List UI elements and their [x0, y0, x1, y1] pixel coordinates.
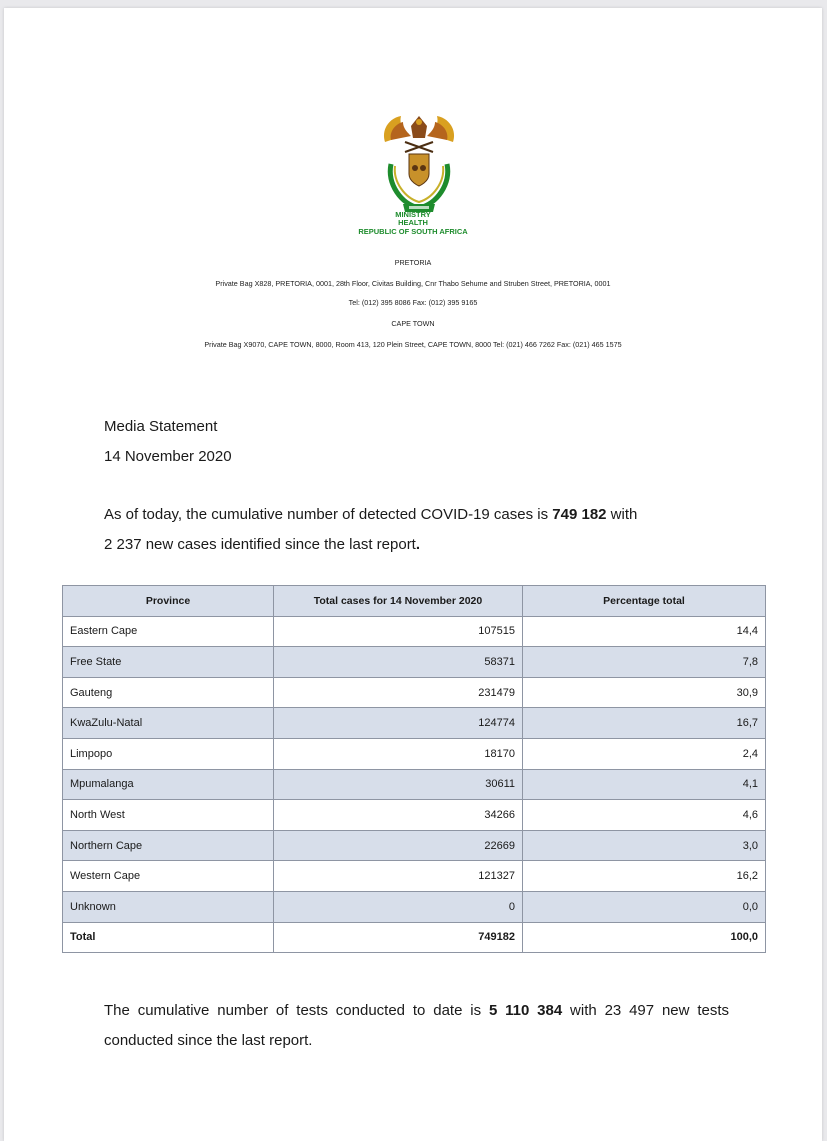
tests-paragraph [104, 996, 729, 1056]
cases-cell: 18170 [274, 738, 523, 769]
total-row [63, 922, 766, 953]
table-row [63, 830, 766, 861]
cases-prefix: As of today, the cumulative number of detected COVID-19 cases is [104, 506, 553, 523]
percentage-cell: 14,4 [523, 616, 766, 647]
cases-cell: 22669 [274, 830, 523, 861]
total-cases: 749182 [274, 922, 523, 953]
cases-paragraph [104, 500, 729, 560]
cape-town-heading: CAPE TOWN [391, 319, 435, 328]
percentage-cell: 16,2 [523, 861, 766, 892]
header-percentage: Percentage total [523, 586, 766, 617]
percentage-cell: 30,9 [523, 677, 766, 708]
percentage-cell: 2,4 [523, 738, 766, 769]
province-cell: Eastern Cape [63, 616, 274, 647]
pretoria-heading: PRETORIA [394, 258, 432, 267]
health-line: HEALTH [398, 218, 428, 227]
table-row [63, 800, 766, 831]
tests-prefix: The cumulative number of tests conducted to date is [104, 1002, 489, 1019]
cases-cell: 34266 [274, 800, 523, 831]
province-cell: North West [63, 800, 274, 831]
percentage-cell: 0,0 [523, 891, 766, 922]
tests-suffix: with 23 497 new tests conducted since the last report. [104, 1002, 729, 1049]
pretoria-address: Private Bag X828, PRETORIA, 0001, 28th Floor, Civitas Building, Cnr Thabo Sehume and Struben Street, PRETORIA, 0001 [215, 279, 611, 288]
percentage-cell: 7,8 [523, 647, 766, 678]
header-province: Province [63, 586, 274, 617]
cases-total: 749 182 [552, 506, 607, 523]
province-cell: Unknown [63, 891, 274, 922]
table-row [63, 769, 766, 800]
table-row [63, 647, 766, 678]
statement-date: 14 November 2020 [104, 448, 232, 465]
cases-cell: 30611 [274, 769, 523, 800]
cases-cell: 121327 [274, 861, 523, 892]
cases-cell: 231479 [274, 677, 523, 708]
province-cell: Mpumalanga [63, 769, 274, 800]
percentage-cell: 4,6 [523, 800, 766, 831]
cases-end: . [415, 536, 421, 553]
pretoria-contact: Tel: (012) 395 8086 Fax: (012) 395 9165 [348, 298, 478, 307]
cases-cell: 58371 [274, 647, 523, 678]
table-row [63, 738, 766, 769]
cape-town-address: Private Bag X9070, CAPE TOWN, 8000, Room 413, 120 Plein Street, CAPE TOWN, 8000 Tel: (021) 466 7262 Fax: (021) 465 1575 [204, 340, 622, 349]
table-row [63, 677, 766, 708]
coat-of-arms-icon [377, 112, 461, 216]
percentage-cell: 16,7 [523, 708, 766, 739]
percentage-cell: 4,1 [523, 769, 766, 800]
province-cell: Free State [63, 647, 274, 678]
statement-title: Media Statement [104, 418, 218, 435]
table-row [63, 861, 766, 892]
header-total-cases: Total cases for 14 November 2020 [274, 586, 523, 617]
table-row [63, 891, 766, 922]
percentage-cell: 3,0 [523, 830, 766, 861]
cases-cell: 107515 [274, 616, 523, 647]
table-header-row [63, 586, 766, 617]
new-cases-text: 2 237 new cases identified since the last report [104, 536, 416, 553]
table-row [63, 616, 766, 647]
total-percentage: 100,0 [523, 922, 766, 953]
table-row [63, 708, 766, 739]
ministry-line: MINISTRY [395, 210, 431, 219]
document-page [4, 8, 822, 1141]
cases-middle: with [606, 506, 638, 523]
cases-cell: 124774 [274, 708, 523, 739]
total-label: Total [63, 922, 274, 953]
cases-cell: 0 [274, 891, 523, 922]
tests-total: 5 110 384 [488, 1002, 563, 1019]
republic-line: REPUBLIC OF SOUTH AFRICA [358, 227, 468, 236]
province-cell: KwaZulu-Natal [63, 708, 274, 739]
province-cell: Western Cape [63, 861, 274, 892]
cases-table [62, 585, 766, 953]
province-cell: Limpopo [63, 738, 274, 769]
province-cell: Northern Cape [63, 830, 274, 861]
province-cell: Gauteng [63, 677, 274, 708]
